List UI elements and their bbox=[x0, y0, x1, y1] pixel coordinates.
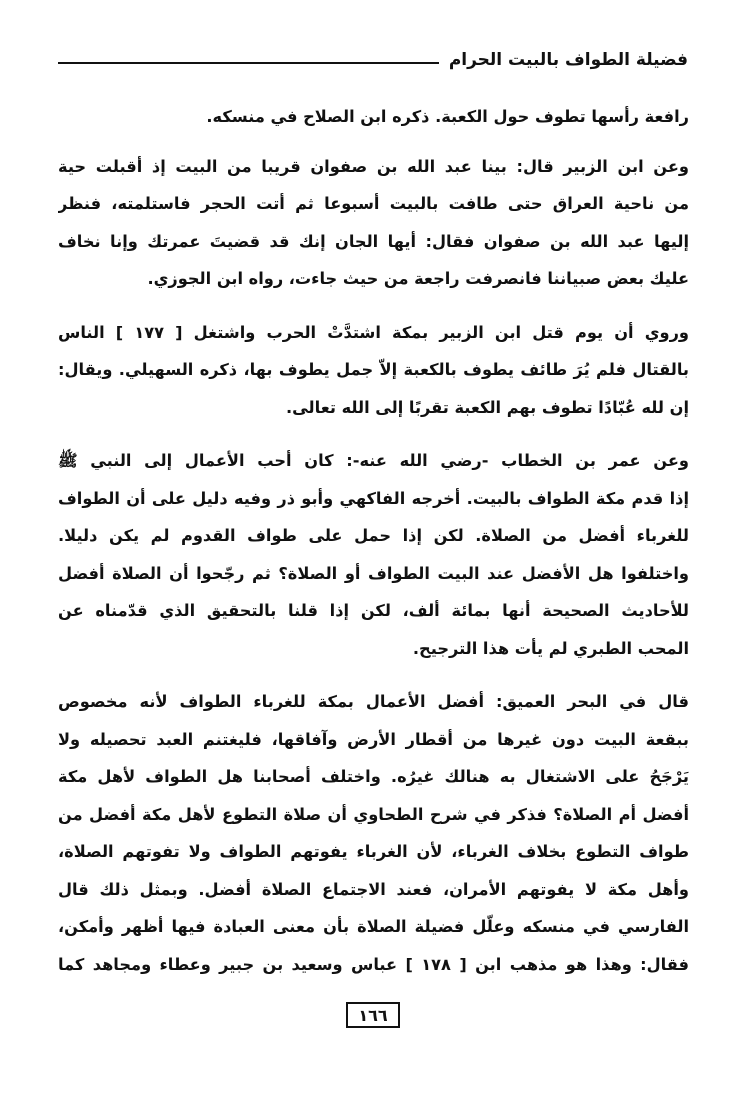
text-line: للأحاديث الصحيحة أنها بمائة ألف، لكن إذا قلنا بالتحقيق الذي قدّمناه عن bbox=[58, 601, 689, 620]
text-line: ببقعة البيت دون غيرها من أقطار الأرض وآفاقها، فليغتنم العبد تحصيله ولا bbox=[58, 729, 689, 749]
text-line: المحب الطبري لم يأت هذا الترجيح. bbox=[412, 638, 689, 658]
header-rule bbox=[58, 62, 439, 64]
body-text bbox=[58, 98, 689, 999]
page-number: ١٦٦ bbox=[346, 1002, 400, 1028]
text-line: الفارسي في منسكه وعلّل فضيلة الصلاة بأن معنى العبادة فيها أظهر وأمكن، bbox=[58, 917, 689, 936]
text-line: طواف التطوع بخلاف الغرباء، لأن الغرباء يفوتهم الطواف ولا تفوتهم الصلاة، bbox=[58, 842, 689, 861]
text-line: يَرْجَحُ على الاشتغال به هنالك غيرُه. واختلف أصحابنا هل الطواف لأهل مكة bbox=[58, 767, 689, 786]
text-line: وعن ابن الزبير قال: بينا عبد الله بن صفوان قريبا من البيت إذ أقبلت حية bbox=[58, 156, 689, 176]
paragraph bbox=[58, 442, 689, 667]
text-line: رافعة رأسها تطوف حول الكعبة. ذكره ابن الصلاح في منسكه. bbox=[206, 107, 689, 126]
text-line: فقال: وهذا هو مذهب ابن [ ١٧٨ ] عباس وسعيد بن جبير وعطاء ومجاهد كما bbox=[58, 954, 689, 974]
text-line: وأهل مكة لا يفوتهم الأمران، فعند الاجتماع الصلاة أفضل. وبمثل ذلك قال bbox=[58, 879, 689, 899]
text-line: للغرباء أفضل من الصلاة. لكن إذا حمل على طواف القدوم لم يكن دليلا. bbox=[58, 526, 689, 545]
running-header-title: فضيلة الطواف بالبيت الحرام bbox=[448, 50, 688, 70]
text-line: وعن عمر بن الخطاب -رضي الله عنه-: كان أحب الأعمال إلى النبي ﷺ bbox=[58, 451, 689, 470]
text-line: عليك بعض صبياننا فانصرفت راجعة من حيث جاءت، رواه ابن الجوزي. bbox=[147, 269, 689, 288]
running-header bbox=[58, 46, 688, 74]
paragraph bbox=[58, 683, 689, 983]
text-line: إليها عبد الله بن صفوان فقال: أيها الجان إنك قد قضيتَ عمرتك وإنا نخاف bbox=[58, 231, 689, 251]
text-line: واختلفوا هل الأفضل عند البيت الطواف أو الصلاة؟ ثم رجّحوا أن الصلاة أفضل bbox=[58, 563, 689, 583]
text-line: أفضل أم الصلاة؟ فذكر في شرح الطحاوي أن صلاة التطوع لأهل مكة أفضل من bbox=[58, 804, 689, 824]
paragraph bbox=[58, 314, 689, 427]
paragraph bbox=[58, 148, 689, 298]
text-line: بالقتال فلم يُرَ طائف يطوف بالكعبة إلاّ جمل يطوف بها، ذكره السهيلي. ويقال: bbox=[58, 360, 689, 379]
text-line: إن لله عُبّادًا تطوف بهم الكعبة تقربًا إلى الله تعالى. bbox=[286, 397, 689, 417]
text-line: وروي أن يوم قتل ابن الزبير بمكة اشتدَّتْ الحرب واشتغل [ ١٧٧ ] الناس bbox=[58, 322, 689, 342]
paragraph bbox=[58, 98, 689, 136]
text-line: قال في البحر العميق: أفضل الأعمال بمكة للغرباء الطواف لأنه مخصوص bbox=[58, 692, 689, 711]
text-line: من ناحية العراق حتى طافت بالبيت أسبوعا ثم أتت الحجر فاستلمته، فنظر bbox=[58, 194, 689, 213]
text-line: إذا قدم مكة الطواف بالبيت. أخرجه الفاكهي وأبو ذر وفيه دليل على أن الطواف bbox=[58, 488, 689, 508]
